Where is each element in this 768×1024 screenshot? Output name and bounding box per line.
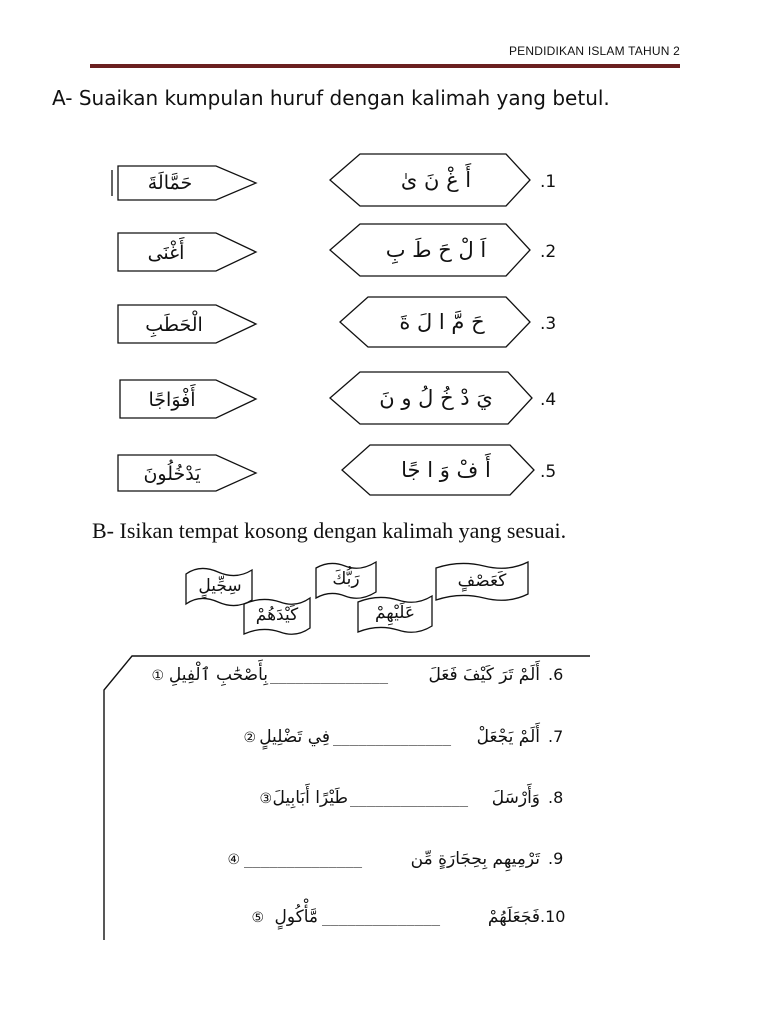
bword: عَلَيْهِمْ	[374, 603, 416, 623]
word-label: أَغْنَى	[147, 242, 185, 264]
bq-end: طَيْرًا أَبَابِيلَ	[272, 788, 348, 808]
hex-label: حَ مَّ ا لَ ةَ	[399, 310, 485, 334]
num: .1	[540, 172, 557, 192]
word-label: يَدْخُلُونَ	[143, 463, 201, 485]
bword: كَيْدَهُمْ	[255, 605, 299, 625]
bq-num: .8	[548, 788, 564, 807]
bq-text: أَلَمْ تَرَ كَيْفَ فَعَلَ	[428, 665, 540, 685]
word-label: الْحَطَبِ	[145, 314, 203, 336]
bq-num: .6	[548, 665, 564, 684]
blank: ______________	[322, 910, 441, 926]
bq-end: بِأَصْحَٰبِ ٱلْفِيلِ	[168, 665, 268, 685]
ayah-marker: ③	[259, 791, 272, 807]
bq-text: تَرْمِيهِم بِحِجَارَةٍ مِّن	[410, 849, 540, 869]
bq-num: .7	[548, 727, 564, 746]
bq-num: .10	[540, 907, 566, 926]
ayah-marker: ⑤	[251, 910, 264, 926]
hex-label: أَ غْ نَ ىٰ	[400, 168, 472, 192]
ayah-marker: ②	[243, 730, 256, 746]
section-b-title: B- Isikan tempat kosong dengan kalimah yang sesuai.	[92, 518, 567, 543]
bword: سِجِّيلٍ	[198, 576, 242, 596]
section-a-title: A- Suaikan kumpulan huruf dengan kalimah yang betul.	[52, 86, 610, 110]
num: .4	[540, 390, 557, 410]
blank: ______________	[350, 791, 469, 807]
blank: ______________	[333, 730, 452, 746]
hex-label: اَ لْ حَ طَ بِ	[385, 238, 487, 262]
bword: كَعَصْفٍ	[457, 571, 507, 591]
header-title: PENDIDIKAN ISLAM TAHUN 2	[508, 44, 680, 58]
bword: رَبُّكَ	[332, 569, 360, 589]
bq-text: وَأَرْسَلَ	[491, 788, 540, 808]
bq-num: .9	[548, 849, 564, 868]
blank: ______________	[244, 852, 363, 868]
bq-text: فَجَعَلَهُمْ	[487, 907, 540, 927]
word-label: أَفْوَاجًا	[148, 389, 196, 411]
hex-label: أَ فْ وَ ا جًا	[401, 458, 491, 482]
ayah-marker: ①	[151, 668, 164, 684]
num: .3	[540, 314, 557, 334]
word-box-2	[118, 233, 256, 271]
ayah-marker: ④	[227, 852, 240, 868]
blank: ______________	[270, 668, 389, 684]
num: .2	[540, 242, 557, 262]
word-label: حَمَّالَةَ	[147, 172, 193, 194]
hex-label: يَ دْ خُ لُ و نَ	[379, 386, 493, 410]
bq-end: مَّأْكُولٍ	[274, 907, 318, 927]
num: .5	[540, 462, 557, 482]
bq-end: فِي تَضْلِيلٍ	[259, 727, 330, 747]
bq-text: أَلَمْ يَجْعَلْ	[476, 727, 540, 747]
